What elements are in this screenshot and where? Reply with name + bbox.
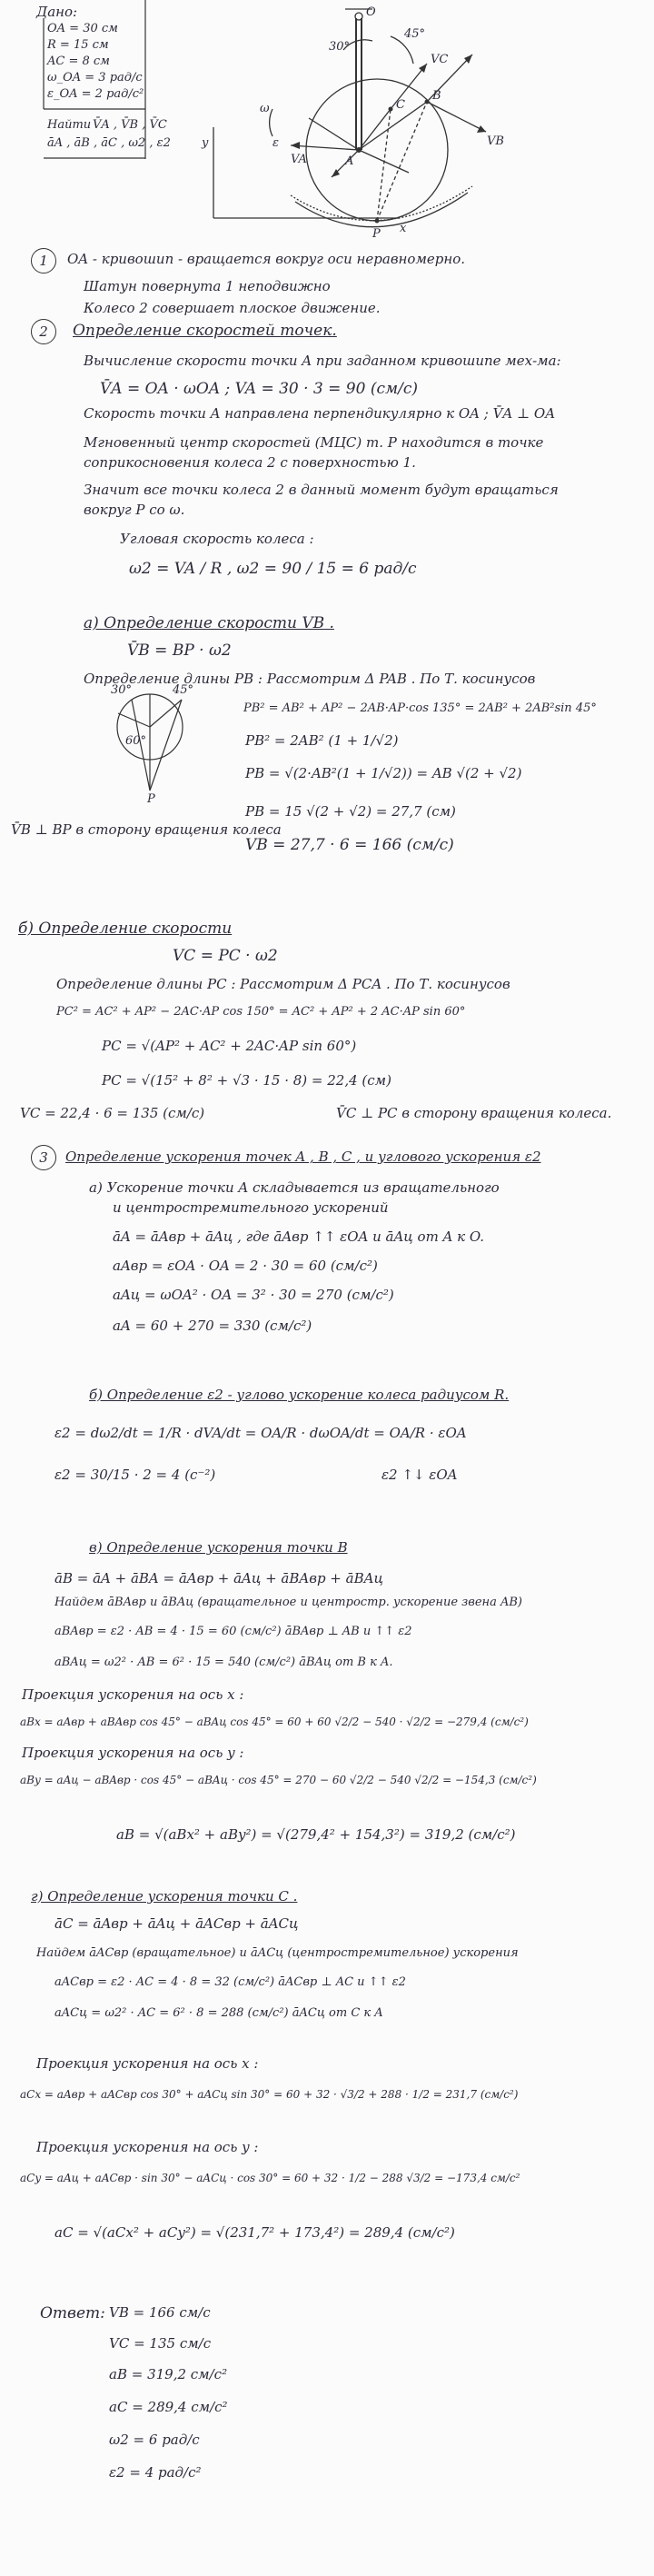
triangle-angle-label: 60° — [125, 734, 147, 748]
answer-item: ω2 = 6 рад/с — [109, 2432, 200, 2448]
s2a-eq: PB² = 2AB² (1 + 1/√2) — [245, 732, 399, 749]
s1-line: Колесо 2 совершает плоское движение. — [84, 300, 381, 316]
s2a-formula: V̄B = BP · ω2 — [127, 642, 232, 660]
s3d-line: aCx = aAвр + aACвр cos 30° + aACц sin 30° = 60 + 32 · √3/2 + 288 · 1/2 = 231,7 (см/с²) — [20, 2088, 519, 2101]
s2b-eq: VC = 22,4 · 6 = 135 (см/с) — [20, 1105, 205, 1121]
s3c-line: aB = √(aBx² + aBy²) = √(279,4² + 154,3²) = 319,2 (см/с²) — [116, 1826, 516, 1843]
find-velocities: V̄A , V̄B , V̄C — [93, 118, 167, 132]
label-angle-30: 30° — [329, 40, 351, 54]
s2-line: Вычисление скорости точки A при заданном кривошипе мех-ма: — [84, 353, 561, 369]
label-x: x — [400, 222, 407, 235]
s2-line: V̄A = OA · ωOA ; VA = 30 · 3 = 90 (см/с) — [100, 380, 418, 398]
s3d-line: Найдем āACвр (вращательное) и āACц (центростремительное) ускорения — [36, 1946, 519, 1960]
given-item: ε_OA = 2 рад/с² — [47, 87, 144, 101]
s1-line: OA - кривошип - вращается вокруг оси неравномерно. — [67, 251, 466, 267]
given-title: Дано: — [36, 4, 78, 20]
s3c-line: aBx = aAвр + aBAвр cos 45° − aBAц cos 45° = 60 + 60 √2/2 − 540 · √2/2 = −279,4 (см/с²) — [20, 1716, 529, 1728]
label-y: y — [202, 136, 209, 150]
s3d-title: г) Определение ускорения точки C . — [31, 1888, 298, 1905]
answer-item: aC = 289,4 см/с² — [109, 2399, 228, 2415]
s3d-line: aACвр = ε2 · AC = 4 · 8 = 32 (см/с²) āACвр ⊥ AC и ↑↑ ε2 — [54, 1975, 406, 1989]
label-O: O — [366, 5, 376, 19]
s3-line: aAвр = εOA · OA = 2 · 30 = 60 (см/с²) — [113, 1258, 378, 1274]
s3d-line: āC = āAвр + āAц + āACвр + āACц — [54, 1915, 299, 1932]
s2-line: Угловая скорость колеса : — [120, 531, 314, 547]
s3c-line: āB = āA + āBA = āAвр + āAц + āBAвр + āBAц — [54, 1570, 383, 1586]
s3-line: aAц = ωOA² · OA = 3² · 30 = 270 (см/с²) — [113, 1287, 394, 1303]
s3d-line: aCy = aAц + aACвр · sin 30° − aACц · cos 30° = 60 + 32 · 1/2 − 288 √3/2 = −173,4 см/с² — [20, 2172, 520, 2184]
section-number: 2 — [31, 319, 56, 344]
s3b-eq: ε2 ↑↓ εOA — [382, 1467, 458, 1483]
given-item: OA = 30 см — [47, 22, 118, 35]
s2a-eq: VB = 27,7 · 6 = 166 (см/с) — [245, 836, 454, 854]
s3c-line: aBy = aAц − aBAвр · cos 45° − aBAц · cos 45° = 270 − 60 √2/2 − 540 √2/2 = −154,3 (см/с²) — [20, 1774, 537, 1786]
s2-line: соприкосновения колеса 2 с поверхностью 1. — [84, 454, 416, 471]
s3d-line: Проекция ускорения на ось x : — [36, 2055, 259, 2072]
s2b-eq: PC = √(15² + 8² + √3 · 15 · 8) = 22,4 (см) — [102, 1072, 391, 1089]
answer-item: aB = 319,2 см/с² — [109, 2366, 228, 2382]
s2b-eq: PC = √(AP² + AC² + 2AC·AP sin 60°) — [102, 1038, 357, 1054]
s2-line: Мгновенный центр скоростей (МЦС) т. P находится в точке — [84, 434, 544, 451]
s1-line: Шатун повернута 1 неподвижно — [84, 278, 331, 294]
s2-line: вокруг P со ω. — [84, 502, 185, 518]
s2b-perp: V̄C ⊥ PC в сторону вращения колеса. — [336, 1105, 612, 1121]
label-B: B — [432, 89, 441, 103]
s2a-eq: PB = √(2·AB²(1 + 1/√2)) = AB √(2 + √2) — [245, 765, 522, 781]
label-epsilon: ε — [272, 136, 279, 150]
label-VA: VA — [291, 153, 307, 166]
section-number: 3 — [31, 1145, 56, 1170]
s3c-line: Проекция ускорения на ось x : — [22, 1686, 244, 1703]
s3c-line: aBAц = ω2² · AB = 6² · 15 = 540 (см/с²) āBAц от B к A. — [54, 1656, 393, 1669]
label-P: P — [372, 227, 381, 241]
s2b-line: Определение длины PC : Рассмотрим Δ PCA . По Т. косинусов — [56, 976, 510, 992]
s3c-title: в) Определение ускорения точки B — [89, 1539, 348, 1556]
label-angle-45: 45° — [404, 27, 426, 41]
given-item: R = 15 см — [47, 38, 109, 52]
s2a-eq: PB = 15 √(2 + √2) = 27,7 (см) — [245, 803, 456, 820]
s2-title: Определение скоростей точек. — [73, 322, 337, 340]
section-number: 1 — [31, 248, 56, 274]
s3c-line: Проекция ускорения на ось y : — [22, 1745, 244, 1761]
s2a-eq: PB² = AB² + AP² − 2AB·AP·cos 135° = 2AB² + 2AB²sin 45° — [243, 701, 597, 715]
find-accelerations: āA , āB , āC , ω2 , ε2 — [47, 136, 171, 150]
s3c-line: Найдем āBAвр и āBAц (вращательное и центростр. ускорение звена AB) — [54, 1596, 522, 1609]
triangle-figure — [0, 0, 654, 909]
s3-line: а) Ускорение точки A складывается из вращательного — [89, 1179, 500, 1196]
s3-title: Определение ускорения точек A , B , C , и углового ускорения ε2 — [65, 1149, 541, 1165]
s2a-title: a) Определение скорости VB . — [84, 614, 334, 632]
s3c-line: aBAвр = ε2 · AB = 4 · 15 = 60 (см/с²) āBAвр ⊥ AB и ↑↑ ε2 — [54, 1625, 412, 1638]
given-item: ω_OA = 3 рад/с — [47, 71, 143, 85]
triangle-label-P: P — [147, 792, 155, 806]
label-VC: VC — [431, 53, 449, 66]
s2a-perp: V̄B ⊥ BP в сторону вращения колеса — [11, 821, 282, 838]
s3b-eq: ε2 = dω2/dt = 1/R · dVA/dt = OA/R · dωOA/dt = OA/R · εOA — [54, 1425, 467, 1441]
s3d-line: Проекция ускорения на ось y : — [36, 2139, 259, 2155]
triangle-angle-label: 30° — [111, 683, 133, 697]
answer-item: VC = 135 см/с — [109, 2335, 212, 2352]
given-item: AC = 8 см — [47, 55, 110, 68]
s3b-eq: ε2 = 30/15 · 2 = 4 (с⁻²) — [54, 1467, 216, 1483]
label-omega: ω — [260, 102, 270, 115]
s2-line: Скорость точки A направлена перпендикулярно к OA ; V̄A ⊥ OA — [84, 405, 556, 422]
label-A: A — [345, 154, 354, 168]
s2a-line: Определение длины PB : Рассмотрим Δ PAB . По Т. косинусов — [84, 671, 536, 687]
s3d-line: aACц = ω2² · AC = 6² · 8 = 288 (см/с²) āACц от C к A — [54, 2006, 383, 2020]
find-title: Найти — [47, 118, 92, 132]
answer-item: VB = 166 см/с — [109, 2304, 211, 2321]
s2b-formula: VC = PC · ω2 — [173, 947, 278, 965]
s3b-title: б) Определение ε2 - углово ускорение колеса радиусом R. — [89, 1387, 510, 1403]
answer-title: Ответ: — [40, 2304, 105, 2322]
label-C: C — [396, 98, 405, 112]
s3d-line: aC = √(aCx² + aCy²) = √(231,7² + 173,4²) = 289,4 (см/с²) — [54, 2224, 455, 2241]
answer-item: ε2 = 4 рад/с² — [109, 2464, 202, 2481]
s2b-eq: PC² = AC² + AP² − 2AC·AP cos 150° = AC² + AP² + 2 AC·AP sin 60° — [56, 1005, 466, 1019]
s3-line: aA = 60 + 270 = 330 (см/с²) — [113, 1318, 312, 1334]
s3-line: и центростремительного ускорений — [113, 1199, 389, 1216]
s3-line: āA = āAвр + āAц , где āAвр ↑↑ εOA и āAц от A к O. — [113, 1228, 485, 1245]
s2b-title: б) Определение скорости — [18, 920, 233, 938]
s2-line: Значит все точки колеса 2 в данный момент будут вращаться — [84, 482, 559, 498]
s2-line: ω2 = VA / R , ω2 = 90 / 15 = 6 рад/с — [129, 560, 417, 578]
triangle-angle-label: 45° — [173, 683, 194, 697]
label-VB: VB — [487, 134, 504, 148]
